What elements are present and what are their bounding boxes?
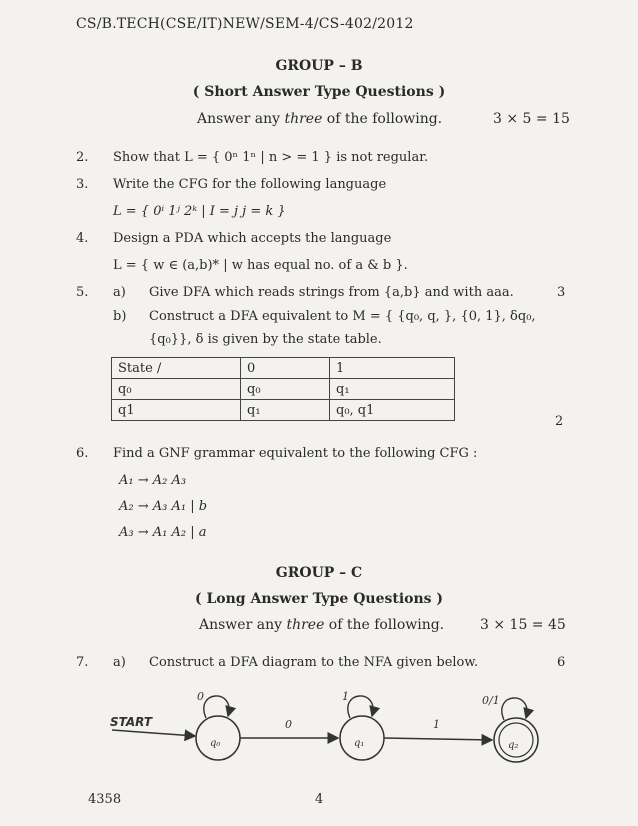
- table-cell: q₀, q1: [330, 400, 455, 421]
- q3-number: 3.: [76, 177, 89, 192]
- nfa-diagram: [0, 680, 638, 780]
- q4-text: Design a PDA which accepts the language: [113, 231, 392, 246]
- q3-text: Write the CFG for the following language: [113, 177, 387, 192]
- table-cell: q₀: [112, 379, 241, 400]
- grammar-rule: A₂ → A₃ A₁ | b: [119, 499, 208, 514]
- edge-q0-q1-label: 0: [285, 718, 292, 731]
- group-b-instruction: Answer any three of the following.: [197, 111, 443, 127]
- q5b-label: b): [113, 309, 127, 324]
- loop-q2: [502, 698, 527, 720]
- table-cell: q₁: [241, 400, 330, 421]
- loop-q1-label: 1: [342, 690, 349, 703]
- grammar-rule: A₁ → A₂ A₃: [119, 473, 187, 488]
- state-table: [111, 357, 455, 421]
- q7a-text: Construct a DFA diagram to the NFA given below.: [149, 655, 479, 670]
- start-arrow: [112, 730, 195, 736]
- table-header-cell: 0: [241, 358, 330, 379]
- page-header: CS/B.TECH(CSE/IT)NEW/SEM-4/CS-402/2012: [76, 16, 414, 32]
- table-row: [112, 400, 455, 421]
- q5a-text: Give DFA which reads strings from {a,b} and with aaa.: [149, 285, 514, 300]
- footer-code: 4358: [88, 792, 122, 807]
- edge-q1-q2-label: 1: [433, 718, 440, 731]
- q5b-text-line2: {q₀}}, δ is given by the state table.: [149, 332, 382, 347]
- group-b-title: GROUP – B: [275, 58, 363, 74]
- loop-q0: [204, 696, 229, 718]
- q4-number: 4.: [76, 231, 89, 246]
- loop-q2-label: 0/1: [482, 694, 500, 707]
- q2-number: 2.: [76, 150, 89, 165]
- q5-number: 5.: [76, 285, 89, 300]
- table-header-row: [112, 358, 455, 379]
- q6-text: Find a GNF grammar equivalent to the following CFG :: [113, 446, 478, 461]
- grammar-rule: A₃ → A₁ A₂ | a: [119, 525, 207, 540]
- group-c-instruction: Answer any three of the following.: [199, 617, 445, 633]
- group-b-subtitle: ( Short Answer Type Questions ): [192, 84, 446, 100]
- loop-q1: [348, 696, 373, 718]
- loop-q0-label: 0: [197, 690, 204, 703]
- q5a-marks: 3: [557, 285, 566, 300]
- q5b-marks: 2: [555, 414, 564, 429]
- q7a-label: a): [113, 655, 126, 670]
- q7a-marks: 6: [557, 655, 566, 670]
- q4-language: L = { w ∈ (a,b)* | w has equal no. of a & b }.: [113, 258, 408, 273]
- group-c-title: GROUP – C: [275, 565, 363, 581]
- page-number: 4: [315, 792, 324, 807]
- q6-number: 6.: [76, 446, 89, 461]
- state-q1-label: q₁: [354, 738, 365, 749]
- table-cell: q₀: [241, 379, 330, 400]
- q3-language: L = { 0ⁱ 1ʲ 2ᵏ | I = j j = k }: [113, 204, 286, 219]
- state-q2-label: q₂: [508, 740, 519, 751]
- q5a-label: a): [113, 285, 126, 300]
- group-b-marks: 3 × 5 = 15: [493, 111, 570, 127]
- state-q0-label: q₀: [210, 738, 221, 749]
- table-cell: q1: [112, 400, 241, 421]
- group-c-marks: 3 × 15 = 45: [480, 617, 566, 633]
- group-c-subtitle: ( Long Answer Type Questions ): [194, 591, 444, 607]
- edge-q1-q2: [384, 738, 492, 740]
- table-cell: q₁: [330, 379, 455, 400]
- table-header-cell: State /: [112, 358, 241, 379]
- start-label: START: [110, 715, 153, 729]
- q5b-text-line1: Construct a DFA equivalent to M = { {q₀, q, }, {0, 1}, δq₀,: [149, 309, 536, 324]
- table-header-cell: 1: [330, 358, 455, 379]
- table-row: [112, 379, 455, 400]
- q7-number: 7.: [76, 655, 89, 670]
- q2-text: Show that L = { 0ⁿ 1ⁿ | n > = 1 } is not regular.: [113, 150, 429, 165]
